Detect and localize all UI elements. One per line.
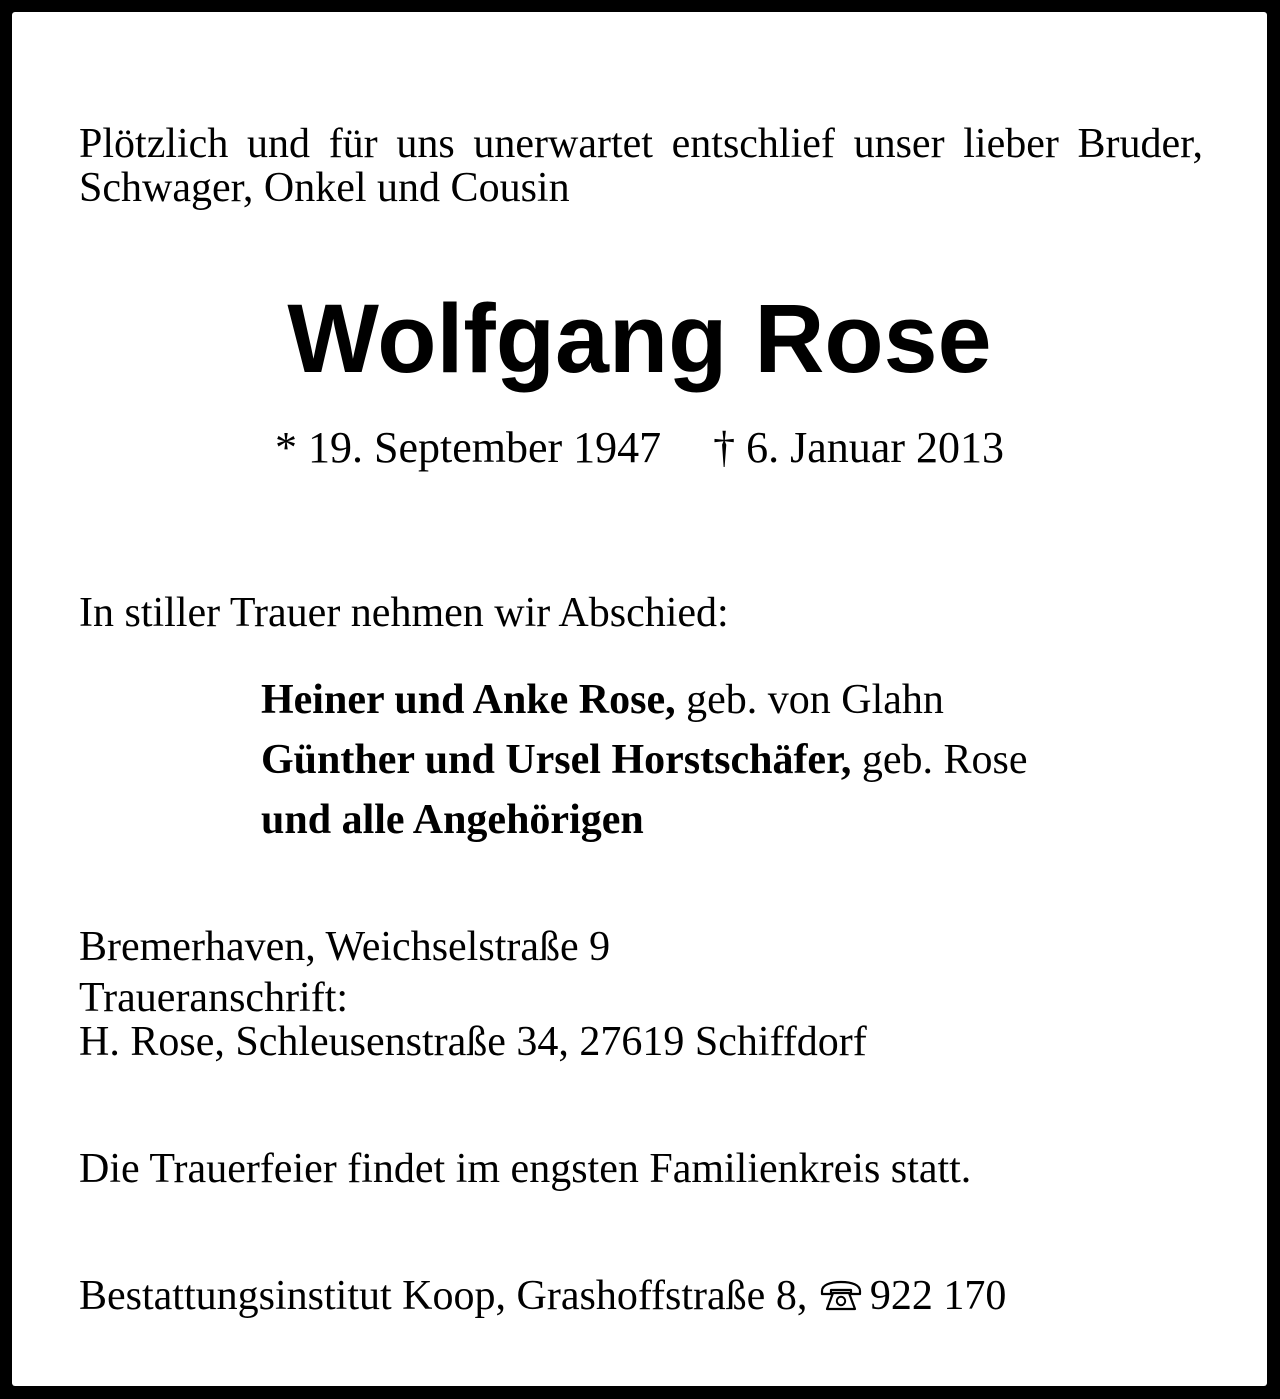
deceased-name: Wolfgang Rose xyxy=(287,284,992,393)
telephone-icon xyxy=(818,1279,864,1313)
mourner-note: geb. von Glahn xyxy=(675,677,944,723)
ceremony-text: Die Trauerfeier findet im engsten Familienkreis statt. xyxy=(79,1146,972,1192)
undertaker-line xyxy=(79,1275,1006,1317)
mourner-name: Heiner und Anke Rose, xyxy=(261,677,676,723)
mourner-line xyxy=(261,799,644,841)
undertaker-text: Bestattungsinstitut Koop, Grashoffstraße 8, xyxy=(79,1273,808,1319)
intro-text: Plötzlich und für uns unerwartet entschlief unser lieber Bruder, Schwager, Onkel und Cousin xyxy=(79,121,1203,211)
mourner-line xyxy=(261,679,944,721)
obituary-notice xyxy=(12,12,1267,1386)
phone-number: 922 170 xyxy=(869,1273,1007,1319)
life-dates xyxy=(12,423,1267,472)
mourner-name: und alle Angehörigen xyxy=(261,797,644,843)
farewell-text: In stiller Trauer nehmen wir Abschied: xyxy=(79,590,729,636)
birth-date: * 19. September 1947 xyxy=(274,423,662,472)
mourner-name: Günther und Ursel Horstschäfer, xyxy=(261,737,852,783)
mourner-line xyxy=(261,739,1028,781)
address-text: H. Rose, Schleusenstraße 34, 27619 Schiffdorf xyxy=(79,1019,867,1065)
address-label: Traueranschrift: xyxy=(79,975,349,1021)
death-date: † 6. Januar 2013 xyxy=(713,423,1004,472)
mourner-note: geb. Rose xyxy=(851,737,1028,783)
location-text: Bremerhaven, Weichselstraße 9 xyxy=(79,924,611,970)
